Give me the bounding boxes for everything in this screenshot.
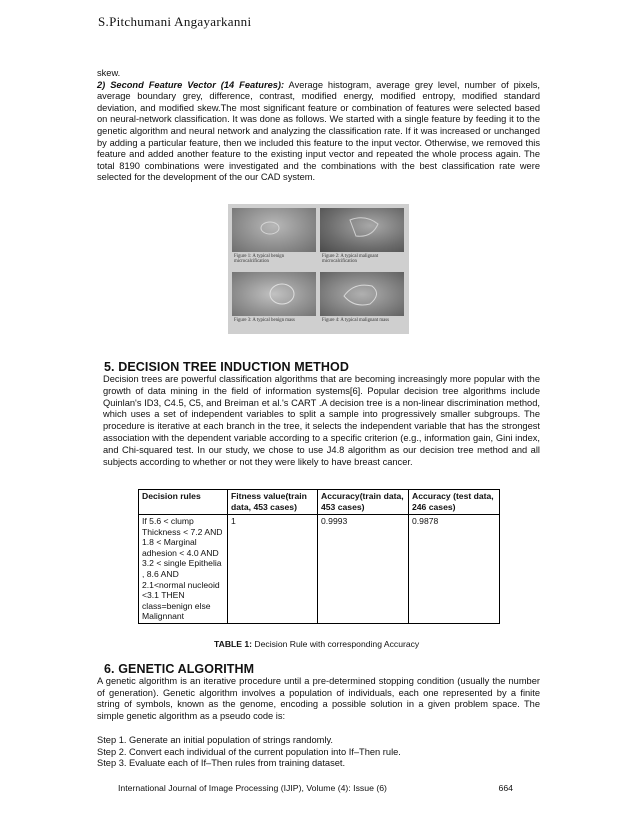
page-footer — [118, 783, 513, 793]
figure-caption-1: Figure 1: A typical benign microcalcification — [234, 254, 285, 265]
table-caption-text: Decision Rule with corresponding Accuracy — [252, 639, 420, 649]
figure-caption-4: Figure 4: A typical malignant mass — [322, 318, 390, 323]
section-6-heading: 6. GENETIC ALGORITHM — [104, 662, 255, 676]
pseudo-code-steps — [97, 735, 401, 770]
feature-vector-paragraph — [97, 68, 540, 184]
accuracy-train-cell: 0.9993 — [318, 515, 409, 624]
table-caption-label: TABLE 1: — [214, 639, 253, 649]
second-vector-text: Average histogram, average grey level, number of pixels, average boundary grey, difference, contrast, modified energy, modified entropy, modified standard deviation, and modified skew.The most significant feature or combination of features were selected based on neural-network classification. It was done as follows. We started with a single feature by feeding it to the genetic algorithm and neural network and analyzing the classification rate. If it was increased or unchanged by adding a particular feature, then we included this feature to the input vector. Otherwise, we removed this feature and added another feature to the existing input vector and repeated the whole process again. The total 8190 combinations were investigated and the combinations with the best classification rate were selected for the development of the our CAD system. — [97, 79, 540, 183]
table-header-cell: Decision rules — [139, 490, 228, 515]
table-header-cell: Accuracy(train data, 453 cases) — [318, 490, 409, 515]
malignant-mass-image — [320, 272, 404, 316]
second-vector-label: 2) Second Feature Vector (14 Features): — [97, 79, 285, 90]
table-header-cell: Fitness value(train data, 453 cases) — [228, 490, 318, 515]
figure-caption-3: Figure 3: A typical benign mass — [234, 318, 295, 323]
section-5-heading: 5. DECISION TREE INDUCTION METHOD — [104, 360, 349, 374]
table-header-cell: Accuracy (test data, 246 cases) — [409, 490, 500, 515]
lesion-outline-icon — [232, 208, 316, 252]
page-number: 664 — [498, 783, 513, 793]
fitness-cell: 1 — [228, 515, 318, 624]
list-item: Step 3. Evaluate each of If–Then rules from training dataset. — [97, 758, 346, 769]
decision-rule-cell: If 5.6 < clump Thickness < 7.2 AND 1.8 < Marginal adhesion < 4.0 AND 3.2 < single Epithelia , 8.6 AND 2.1<normal nucleoid <3.1 THEN class=benign else Malignnant — [139, 515, 228, 624]
journal-citation: International Journal of Image Processing (IJIP), Volume (4): Issue (6) — [118, 783, 387, 793]
table-row — [139, 515, 500, 624]
malignant-microcalcification-image — [320, 208, 404, 252]
mammogram-figure-panel — [228, 204, 409, 334]
running-header-author: S.Pitchumani Angayarkanni — [98, 14, 252, 29]
figure-caption-2: Figure 2: A typical malignant microcalcification — [322, 254, 379, 265]
lesion-outline-icon — [232, 272, 316, 316]
decision-rule-table — [138, 489, 500, 624]
section-6-body: A genetic algorithm is an iterative procedure until a pre-determined stopping condition (usually the number of generation). Genetic algorithm involves a population of individuals, each one represented by a finite string of symbols, known as the genome, encoding a possible solution in a given problem space. The simple genetic algorithm as a pseudo code is: — [97, 676, 540, 722]
accuracy-test-cell: 0.9878 — [409, 515, 500, 624]
lesion-outline-icon — [320, 272, 404, 316]
table-header-row — [139, 490, 500, 515]
list-item: Step 2. Convert each individual of the current population into If–Then rule. — [97, 746, 401, 757]
section-5-body: Decision trees are powerful classification algorithms that are becoming increasingly more popular with the growth of data mining in the field of information systems[6]. Popular decision tree algorithms include Quinlan's ID3, C4.5, C5, and Breiman et al.'s CART .A decision tree is a non-linear discrimination method, which uses a set of independent variables to split a sample into progressively smaller subgroups. The procedure is iterative at each branch in the tree, it selects the independent variable that has the strongest association with the dependent variable according to a specific criterion (e.g., information gain, Gini index, and Chi-squared test. In our study, we chose to use J4.8 algorithm as our decision tree method and all subjects according to whether or not they were likely to have breast cancer. — [103, 374, 540, 467]
list-item: Step 1. Generate an initial population of strings randomly. — [97, 735, 334, 745]
benign-microcalcification-image — [232, 208, 316, 252]
benign-mass-image — [232, 272, 316, 316]
table-caption — [214, 639, 419, 649]
lesion-outline-icon — [320, 208, 404, 252]
skew-line: skew. — [97, 68, 121, 78]
